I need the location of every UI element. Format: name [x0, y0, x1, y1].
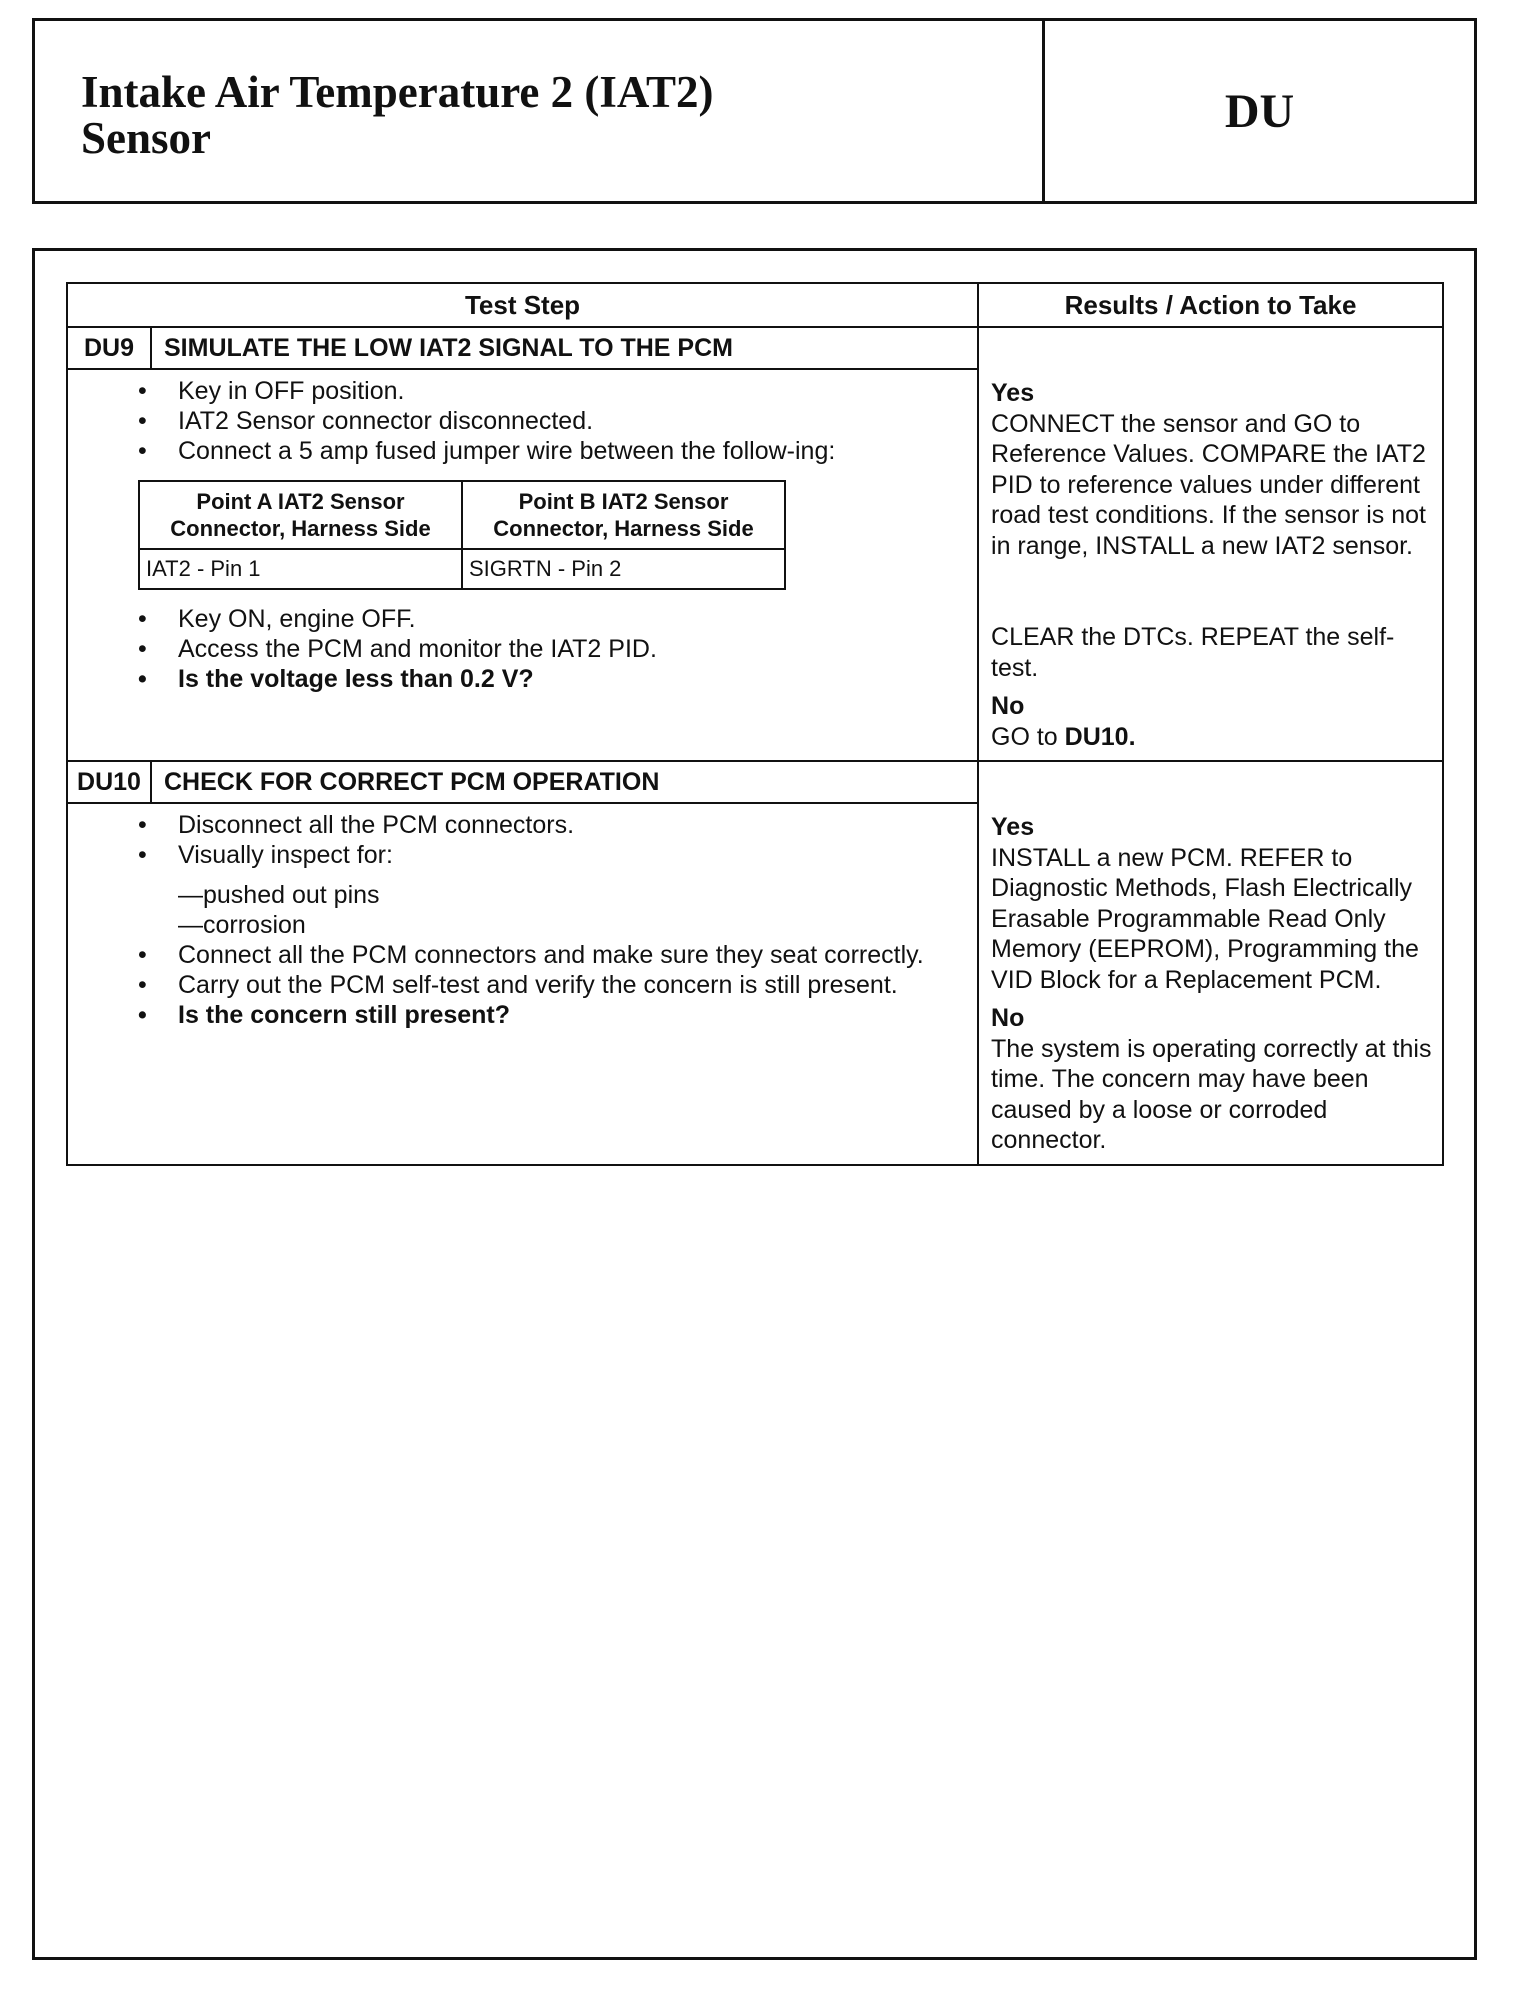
- step-code: DU10: [67, 761, 151, 803]
- step-du9-body: [67, 369, 978, 761]
- list-item: • Key in OFF position.: [134, 376, 957, 406]
- step-du10-body: [67, 803, 978, 1165]
- table-row: [139, 549, 785, 589]
- list-item: • Connect a 5 amp fused jumper wire between the follow-ing:: [134, 436, 957, 466]
- test-step-table: [66, 282, 1444, 1166]
- step-du9-results: [978, 327, 1443, 761]
- list-item: • IAT2 Sensor connector disconnected.: [134, 406, 957, 436]
- results-header: Results / Action to Take: [978, 283, 1443, 327]
- step-list: [134, 810, 957, 870]
- no-label: No: [991, 692, 1025, 720]
- list-item: • Disconnect all the PCM connectors.: [134, 810, 957, 840]
- pin-header-b: Point B IAT2 Sensor Connector, Harness Side: [462, 481, 785, 549]
- yes-action-2: CLEAR the DTCs. REPEAT the self-test.: [991, 623, 1395, 682]
- pin-header-a: Point A IAT2 Sensor Connector, Harness Side: [139, 481, 462, 549]
- title-line-1: Intake Air Temperature 2 (IAT2): [81, 67, 714, 117]
- step-list: [134, 940, 957, 1030]
- pin-cell-b: SIGRTN - Pin 2: [462, 549, 785, 589]
- page-header: [32, 18, 1477, 204]
- yes-label: Yes: [991, 813, 1035, 841]
- test-step-header: Test Step: [67, 283, 978, 327]
- list-item: • Visually inspect for:: [134, 840, 957, 870]
- no-action: The system is operating correctly at this time. The concern may have been caused by a loose or corroded connector.: [991, 1034, 1432, 1154]
- title-line-2: Sensor: [81, 113, 212, 163]
- pin-table: [138, 480, 786, 590]
- section-code: DU: [1224, 84, 1295, 138]
- no-action: [991, 722, 1436, 753]
- list-item: — pushed out pins: [134, 880, 957, 910]
- no-prefix: GO to: [991, 722, 1058, 751]
- page-title: [81, 69, 1001, 161]
- step-question: • Is the concern still present?: [134, 1000, 957, 1030]
- yes-action: INSTALL a new PCM. REFER to Diagnostic Methods, Flash Electrically Erasable Programmable Read Only Memory (EEPROM), Programming the VID Block for a Replacement PCM.: [991, 843, 1419, 994]
- no-label: No: [991, 1004, 1025, 1032]
- step-du9-title-row: [67, 327, 1443, 369]
- list-item: • Access the PCM and monitor the IAT2 PID.: [134, 634, 957, 664]
- step-code: DU9: [67, 327, 151, 369]
- list-item: • Connect all the PCM connectors and make sure they seat correctly.: [134, 940, 957, 970]
- list-item: • Carry out the PCM self-test and verify the concern is still present.: [134, 970, 957, 1000]
- yes-action: CONNECT the sensor and GO to Reference Values. COMPARE the IAT2 PID to reference values under different road test conditions. If the sensor is not in range, INSTALL a new IAT2 sensor.: [991, 409, 1426, 560]
- step-title: CHECK FOR CORRECT PCM OPERATION: [151, 761, 978, 803]
- step-du10-title-row: [67, 761, 1443, 803]
- list-item: • Key ON, engine OFF.: [134, 604, 957, 634]
- step-du10-results: [978, 761, 1443, 1165]
- inspection-list: [134, 880, 957, 940]
- list-item: — corrosion: [134, 910, 957, 940]
- pin-table-header-row: [139, 481, 785, 549]
- step-question: • Is the voltage less than 0.2 V?: [134, 664, 957, 694]
- step-title: SIMULATE THE LOW IAT2 SIGNAL TO THE PCM: [151, 327, 978, 369]
- no-target: DU10.: [1064, 722, 1136, 751]
- step-list: [134, 376, 957, 466]
- pin-cell-a: IAT2 - Pin 1: [139, 549, 462, 589]
- step-list: [134, 604, 957, 694]
- table-header-row: [67, 283, 1443, 327]
- yes-label: Yes: [991, 379, 1035, 407]
